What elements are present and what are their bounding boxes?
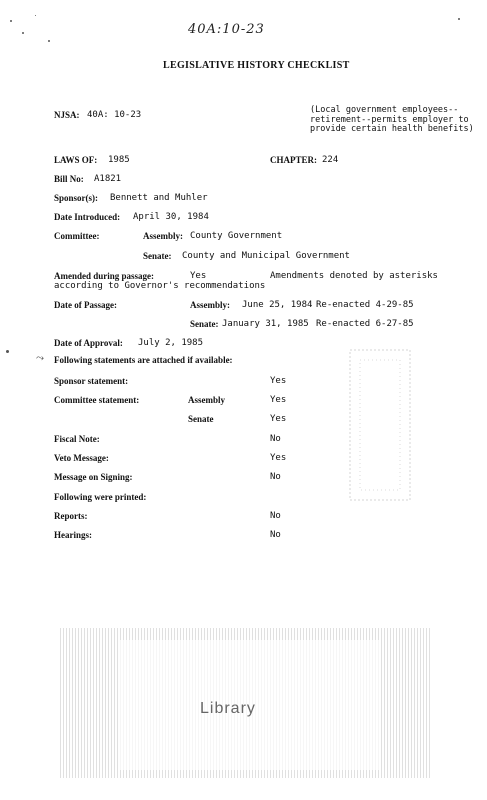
passage-senate-label: Senate:	[190, 319, 219, 329]
bill-value: A1821	[94, 174, 122, 184]
bill-label: Bill No:	[54, 174, 84, 184]
scan-speck	[22, 32, 24, 34]
laws-value: 1985	[108, 155, 130, 165]
printed-heading: Following were printed:	[54, 492, 147, 502]
scan-speck	[458, 18, 460, 20]
page-title: LEGISLATIVE HISTORY CHECKLIST	[163, 60, 350, 71]
committee-senate-label: Senate:	[143, 251, 172, 261]
library-stamp-text: Library	[200, 700, 256, 717]
hearings-value: No	[270, 530, 281, 540]
committee-statement-assembly-label: Assembly	[188, 395, 226, 405]
committee-statement-senate-value: Yes	[270, 414, 287, 424]
passage-assembly-value: June 25, 1984	[242, 300, 313, 310]
chapter-value: 224	[322, 155, 339, 165]
committee-statement-senate-label: Senate	[188, 414, 214, 424]
statements-heading: Following statements are attached if available:	[54, 355, 233, 365]
amended-label: Amended during passage:	[54, 271, 155, 281]
scan-speck	[6, 350, 9, 353]
signing-message-value: No	[270, 472, 281, 482]
faint-vertical-stamp	[340, 345, 420, 505]
committee-label: Committee:	[54, 231, 100, 241]
reports-label: Reports:	[54, 511, 88, 521]
signing-message-label: Message on Signing:	[54, 472, 133, 482]
handwritten-citation: 40A:10-23	[188, 22, 265, 37]
approval-label: Date of Approval:	[54, 338, 123, 348]
reports-value: No	[270, 511, 281, 521]
introduced-label: Date Introduced:	[54, 212, 121, 222]
amended-note: Amendments denoted by asterisks	[270, 271, 438, 281]
veto-message-label: Veto Message:	[54, 453, 109, 463]
committee-senate-value: County and Municipal Government	[182, 251, 350, 261]
sponsor-label: Sponsor(s):	[54, 193, 99, 203]
njsa-description: (Local government employees--retirement--permits employer to provide certain health benefits)	[310, 105, 474, 134]
committee-statement-assembly-value: Yes	[270, 395, 287, 405]
fiscal-note-value: No	[270, 434, 281, 444]
njsa-label: NJSA:	[54, 110, 80, 120]
sponsor-value: Bennett and Muhler	[110, 193, 208, 203]
laws-label: LAWS OF:	[54, 155, 98, 165]
amended-value: Yes	[190, 271, 207, 281]
passage-label: Date of Passage:	[54, 300, 117, 310]
passage-assembly-reenacted: Re-enacted 4-29-85	[316, 300, 414, 310]
fiscal-note-label: Fiscal Note:	[54, 434, 100, 444]
approval-value: July 2, 1985	[138, 338, 204, 348]
scan-speck	[10, 20, 12, 22]
introduced-value: April 30, 1984	[133, 212, 209, 222]
passage-senate-value: January 31, 1985	[222, 319, 309, 329]
hearings-label: Hearings:	[54, 530, 92, 540]
chapter-label: CHAPTER:	[270, 155, 317, 165]
committee-assembly-label: Assembly:	[143, 231, 183, 241]
sponsor-statement-value: Yes	[270, 376, 287, 386]
sponsor-statement-label: Sponsor statement:	[54, 376, 129, 386]
passage-assembly-label: Assembly:	[190, 300, 230, 310]
arrow-mark-icon: ⤳	[36, 353, 44, 364]
njsa-value: 40A: 10-23	[87, 110, 142, 120]
scan-speck	[48, 40, 50, 42]
amended-note-2: according to Governor's recommendations	[54, 281, 266, 291]
passage-senate-reenacted: Re-enacted 6-27-85	[316, 319, 414, 329]
scan-speck	[35, 15, 36, 16]
committee-assembly-value: County Government	[190, 231, 283, 241]
veto-message-value: Yes	[270, 453, 287, 463]
committee-statement-label: Committee statement:	[54, 395, 140, 405]
